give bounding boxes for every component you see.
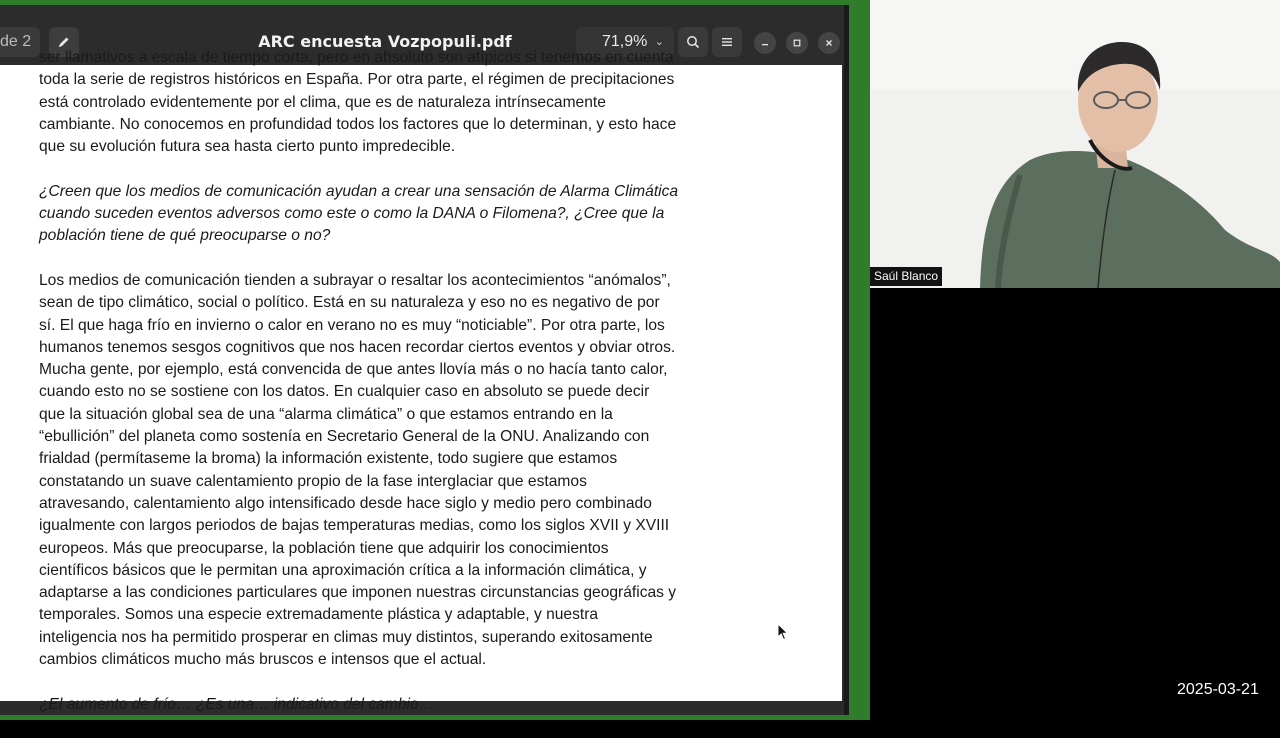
- text-line: que la situación global sea de una “alarma climática” o que estamos entrando en la: [39, 405, 613, 423]
- paragraph-question: [39, 181, 759, 248]
- paragraph-answer: [39, 270, 759, 671]
- text-line: europeos. Más que preocuparse, la población tiene que adquirir los conocimientos: [39, 539, 609, 557]
- window-title: ARC encuesta Vozpopuli.pdf: [258, 32, 512, 51]
- minimize-icon: [760, 38, 770, 48]
- text-line: temporales. Somos una especie extremadamente plástica y adaptable, y nuestra: [39, 606, 599, 624]
- page-indicator[interactable]: de 2: [0, 27, 40, 57]
- maximize-button[interactable]: [786, 32, 808, 54]
- text-line: ¿Creen que los medios de comunicación ayudan a crear una sensación de Alarma Climática: [39, 182, 679, 200]
- text-line: sí. El que haga frío en invierno o calor en verano no es muy “noticiable”. Por otra parte, los: [39, 316, 665, 334]
- document-text: [39, 47, 759, 738]
- close-button[interactable]: [818, 32, 840, 54]
- paragraph-next-question: [39, 694, 759, 716]
- paragraph-previous-answer: [39, 47, 759, 158]
- text-line: constatando un suave calentamiento propio de la fase interglaciar que estamos: [39, 472, 587, 490]
- text-line: “ebullición” del planeta como sostenía en Secretario General de la ONU. Analizando con: [39, 428, 650, 446]
- chevron-down-icon: ⌄: [654, 36, 664, 48]
- text-line: atravesando, calentamiento algo intensificado desde hace siglo y medio pero combinado: [39, 494, 652, 512]
- text-line: toda la serie de registros históricos en España. Por otra parte, el régimen de precipitaciones: [39, 71, 675, 89]
- text-line: Los medios de comunicación tienden a subrayar o resaltar los acontecimientos “anómalos”,: [39, 271, 671, 289]
- text-line: ser llamativos a escala de tiempo corta, pero en absoluto son atípicos si tenemos en cuenta: [39, 49, 674, 66]
- text-line: cuando suceden eventos adversos como este o como la DANA o Filomena?, ¿Cree que la: [39, 205, 665, 223]
- text-line: sean de tipo climático, social o político. Está en su naturaleza y eso no es negativo de por: [39, 294, 660, 312]
- text-line: está controlado evidentemente por el clima, que es de naturaleza intrínsecamente: [39, 93, 606, 111]
- maximize-icon: [792, 38, 802, 48]
- pdf-viewer-window: [0, 5, 848, 715]
- close-icon: [824, 38, 834, 48]
- text-line: Mucha gente, por ejemplo, está convencida de que antes llovía más o no hacía tanto calor,: [39, 361, 668, 379]
- text-line: adaptarse a las condiciones particulares que imponen nuestras circunstancias geográficas y: [39, 584, 677, 602]
- zoom-value: 71,9%: [602, 33, 648, 50]
- text-line: inteligencia nos ha permitido prosperar en climas muy distintos, superando exitosamente: [39, 628, 653, 646]
- text-line: cambiante. No conocemos en profundidad todos los factores que lo determinan, y esto hace: [39, 115, 677, 133]
- text-line: igualmente con largos periodos de bajas temperaturas medias, como los siglos XVII y XVIII: [39, 517, 670, 535]
- text-line: que su evolución futura sea hasta cierto punto impredecible.: [39, 138, 456, 156]
- participant-name-label: Saúl Blanco: [870, 267, 942, 286]
- mouse-cursor-icon: [777, 623, 789, 641]
- text-line: científicos básicos que le permitan una aproximación crítica a la información climática, y: [39, 561, 647, 579]
- recording-timestamp: 2025-03-21: [1177, 681, 1259, 698]
- text-line: cuando esto no se sostiene con los datos. En cualquier caso en absoluto se puede decir: [39, 383, 650, 401]
- text-line: cambios climáticos mucho más bruscos e intensos que el actual.: [39, 651, 487, 669]
- text-line: población tiene de qué preocuparse o no?: [39, 227, 331, 245]
- text-line: frialdad (permítaseme la broma) la información existente, todo sugiere que estamos: [39, 450, 618, 468]
- text-line: ¿El aumento de frío… ¿Es una… indicativo del cambio…: [39, 695, 435, 713]
- document-page[interactable]: [0, 49, 842, 713]
- text-line: humanos tenemos sesgos cognitivos que nos hacen recordar ciertos eventos y obviar otros.: [39, 338, 676, 356]
- person-figure: [870, 0, 1280, 288]
- webcam-video: [870, 0, 1280, 288]
